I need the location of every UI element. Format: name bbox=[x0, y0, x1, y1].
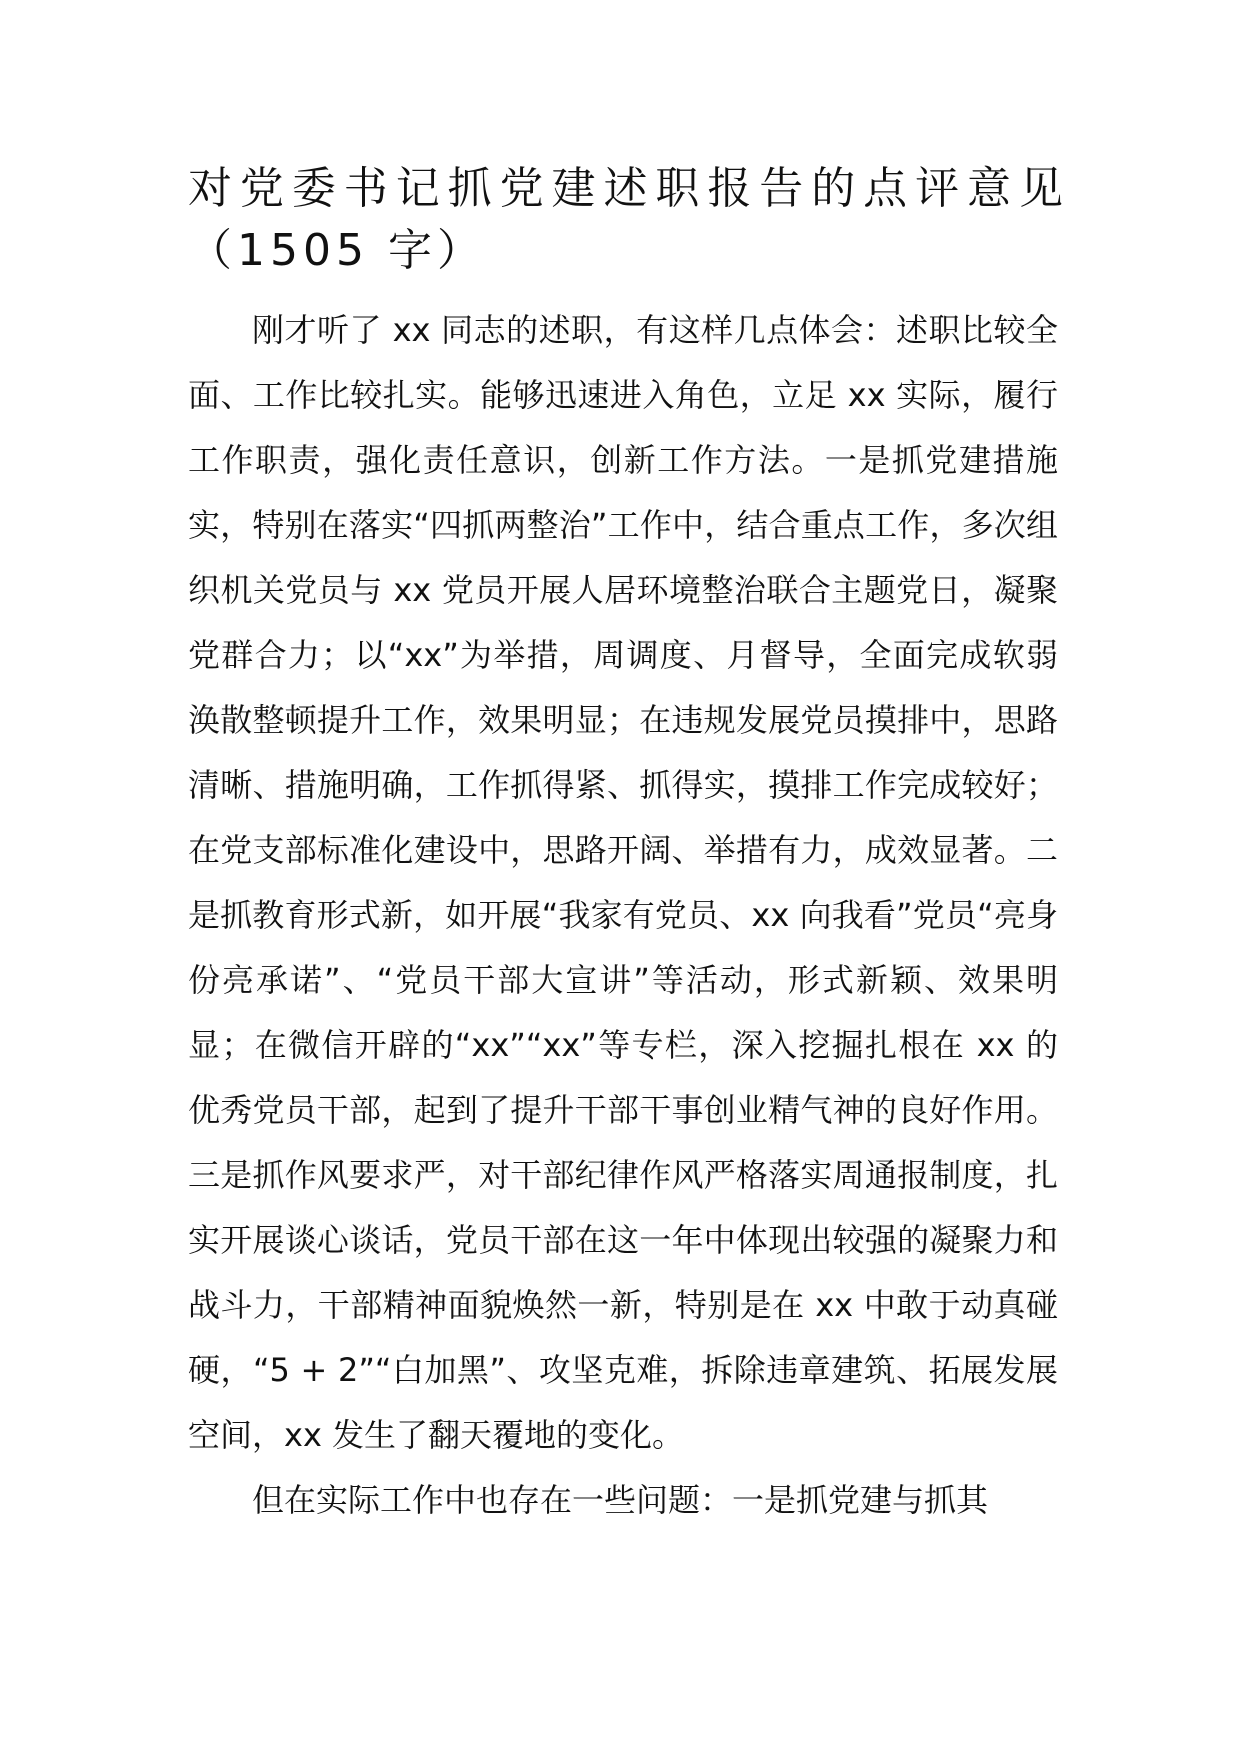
document-body bbox=[188, 298, 1058, 1533]
paragraph-2: 但在实际工作中也存在一些问题：一是抓党建与抓其 bbox=[252, 1481, 989, 1519]
paragraph-1: 刚才听了 xx 同志的述职，有这样几点体会：述职比较全面、工作比较扎实。能够迅速进入角色，立足 xx 实际，履行工作职责，强化责任意识，创新工作方法。一是抓党建措施实，特别在落实“四抓两整治”工作中，结合重点工作，多次组织机关党员与 xx 党员开展人居环境整治联合主题党日，凝聚党群合力；以“xx”为举措，周调度、月督导，全面完成软弱涣散整顿提升工作，效果明显；在违规发展党员摸排中，思路清晰、措施明确，工作抓得紧、抓得实，摸排工作完成较好；在党支部标准化建设中，思路开阔、举措有力，成效显著。二是抓教育形式新，如开展“我家有党员、xx 向我看”党员“亮身份亮承诺”、“党员干部大宣讲”等活动，形式新颖、效果明显；在微信开辟的“xx”“xx”等专栏，深入挖掘扎根在 xx 的优秀党员干部，起到了提升干部干事创业精气神的良好作用。三是抓作风要求严，对干部纪律作风严格落实周通报制度，扎实开展谈心谈话，党员干部在这一年中体现出较强的凝聚力和战斗力，干部精神面貌焕然一新，特别是在 xx 中敢于动真碰硬，“5 + 2”“白加黑”、攻坚克难，拆除违章建筑、拓展发展空间，xx 发生了翻天覆地的变化。 bbox=[188, 311, 1058, 1454]
document-title: 对党委书记抓党建述职报告的点评意见（1505 字） bbox=[188, 163, 1068, 276]
